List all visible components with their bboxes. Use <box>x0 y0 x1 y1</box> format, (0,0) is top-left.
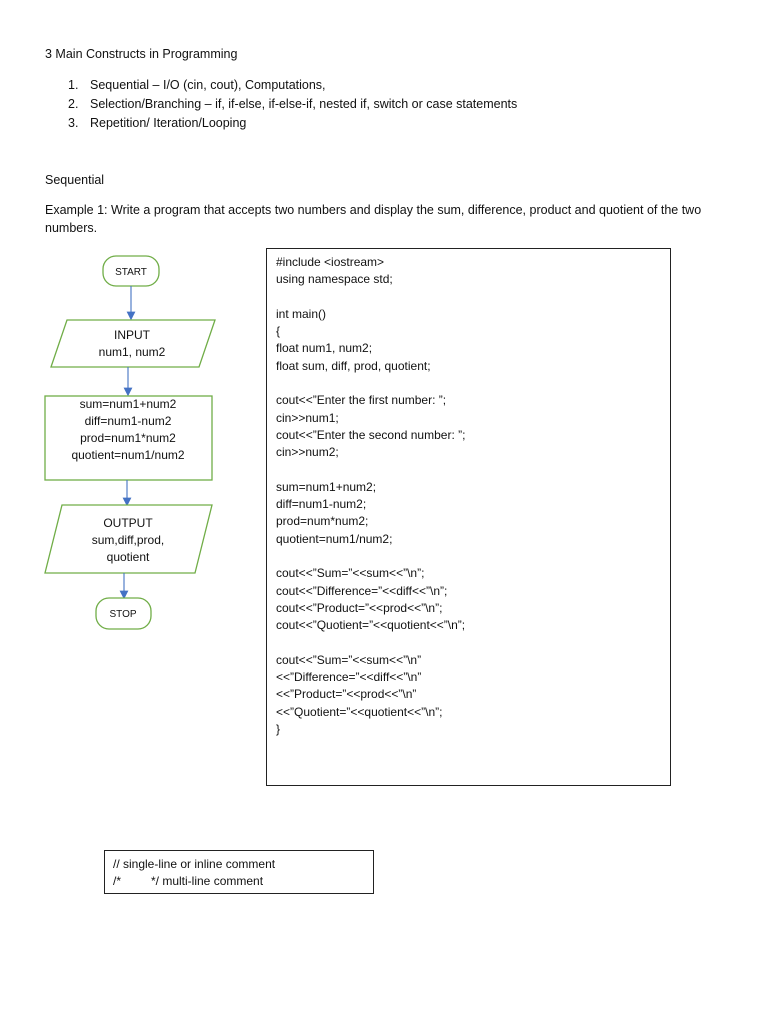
input-variables: num1, num2 <box>98 345 166 359</box>
code-line: <<”Product=”<<prod<<”\n” <box>276 687 417 702</box>
comment-line: /* */ multi-line comment <box>113 874 264 888</box>
code-line: float sum, diff, prod, quotient; <box>276 358 431 373</box>
output-variables: sum,diff,prod, <box>91 533 165 547</box>
list-item <box>68 95 517 114</box>
comment-syntax-box <box>104 850 374 894</box>
example-label: Example 1: <box>45 203 108 217</box>
output-variables: quotient <box>106 550 150 564</box>
output-title: OUTPUT <box>103 516 153 530</box>
code-line: prod=num*num2; <box>276 514 369 529</box>
code-line: cout<<”Enter the second number: ”; <box>276 427 466 442</box>
code-line: using namespace std; <box>276 272 393 287</box>
page-heading: 3 Main Constructs in Programming <box>45 47 238 61</box>
list-item <box>68 76 517 95</box>
code-line: sum=num1+num2; <box>276 479 377 494</box>
list-text: Sequential – I/O (cin, cout), Computations, <box>90 78 326 92</box>
process-line: prod=num1*num2 <box>80 431 176 445</box>
code-line <box>276 289 661 306</box>
code-line: cout<<”Quotient=”<<quotient<<”\n”; <box>276 618 466 633</box>
code-line <box>276 548 661 565</box>
code-line: cin>>num2; <box>276 445 339 460</box>
list-number: 2. <box>68 97 79 111</box>
code-line: quotient=num1/num2; <box>276 531 393 546</box>
process-line: diff=num1-num2 <box>84 414 172 428</box>
process-line: quotient=num1/num2 <box>71 448 185 462</box>
code-line <box>276 635 661 652</box>
code-line: #include <iostream> <box>276 255 385 269</box>
code-line: int main() <box>276 306 327 321</box>
code-line: cout<<”Difference=”<<diff<<”\n”; <box>276 583 448 598</box>
code-line: float num1, num2; <box>276 341 373 356</box>
code-listing <box>266 248 671 786</box>
code-line: cout<<”Sum=”<<sum<<”\n”; <box>276 566 425 581</box>
list-number: 1. <box>68 78 79 92</box>
comment-line: // single-line or inline comment <box>113 857 276 871</box>
list-item <box>68 114 517 133</box>
code-line: diff=num1-num2; <box>276 497 367 512</box>
code-line: cout<<”Product=”<<prod<<”\n”; <box>276 600 443 615</box>
code-line: cout<<”Sum=”<<sum<<”\n” <box>276 652 422 667</box>
code-line: { <box>276 324 281 339</box>
code-line: <<”Quotient=”<<quotient<<”\n”; <box>276 704 443 719</box>
flowchart <box>40 248 230 638</box>
stop-label: STOP <box>109 609 137 620</box>
list-text: Selection/Branching – if, if-else, if-else-if, nested if, switch or case statements <box>90 97 518 111</box>
start-label: START <box>115 267 147 278</box>
code-line: } <box>276 722 281 737</box>
example-statement <box>45 201 735 237</box>
code-line: <<”Difference=”<<diff<<”\n” <box>276 670 422 685</box>
list-number: 3. <box>68 116 79 130</box>
section-title: Sequential <box>45 173 105 187</box>
process-line: sum=num1+num2 <box>79 397 177 411</box>
list-text: Repetition/ Iteration/Looping <box>90 116 247 130</box>
code-line <box>276 375 661 392</box>
constructs-list <box>68 76 517 133</box>
example-text: Write a program that accepts two numbers and display the sum, difference, product and quotient of the two numbers. <box>45 203 702 235</box>
code-line <box>276 462 661 479</box>
code-line: cout<<”Enter the first number: ”; <box>276 393 447 408</box>
input-title: INPUT <box>114 328 150 342</box>
code-line: cin>>num1; <box>276 410 339 425</box>
